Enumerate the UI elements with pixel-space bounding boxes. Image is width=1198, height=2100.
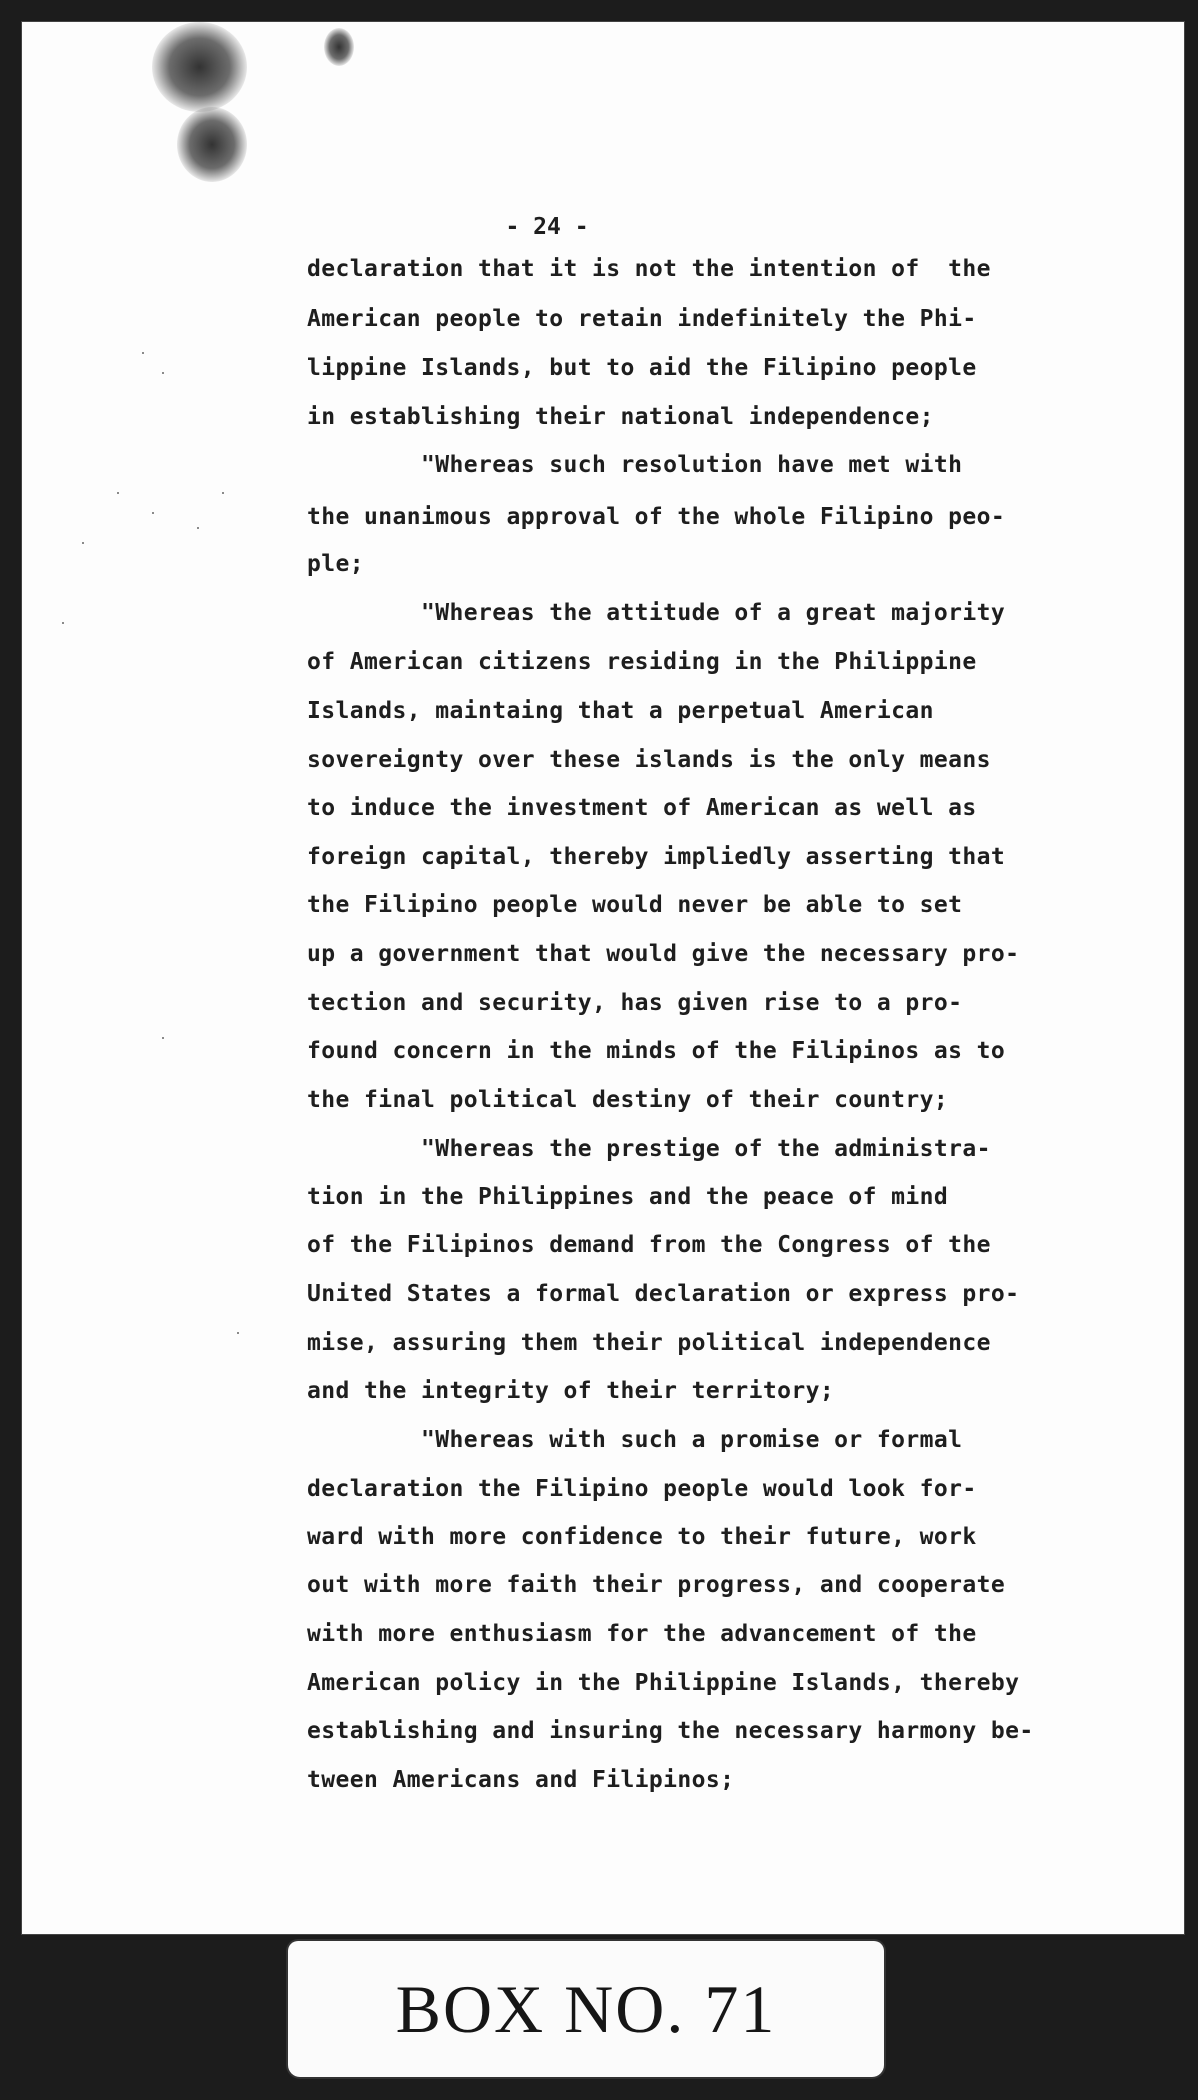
text-line: of American citizens residing in the Philippine bbox=[307, 649, 977, 675]
box-label-card bbox=[288, 1941, 884, 2077]
text-line: lippine Islands, but to aid the Filipino people bbox=[307, 355, 977, 381]
text-line: with more enthusiasm for the advancement of the bbox=[307, 1621, 977, 1647]
text-line: tween Americans and Filipinos; bbox=[307, 1767, 735, 1793]
text-line: declaration the Filipino people would look for- bbox=[307, 1476, 977, 1502]
text-line: of the Filipinos demand from the Congress of the bbox=[307, 1232, 991, 1258]
text-line: the final political destiny of their country; bbox=[307, 1087, 949, 1113]
paper-speck bbox=[162, 1037, 164, 1039]
text-line: United States a formal declaration or express pro- bbox=[307, 1281, 1020, 1307]
text-line: the unanimous approval of the whole Filipino peo- bbox=[307, 504, 1006, 530]
text-line: American people to retain indefinitely the Phi- bbox=[307, 306, 977, 332]
text-line: sovereignty over these islands is the only means bbox=[307, 747, 991, 773]
paper-speck bbox=[197, 527, 199, 529]
paper-speck bbox=[162, 372, 164, 374]
text-line: mise, assuring them their political independence bbox=[307, 1330, 991, 1356]
box-number-label: BOX NO. 71 bbox=[395, 1971, 777, 2047]
text-line: American policy in the Philippine Islands, thereby bbox=[307, 1670, 1020, 1696]
text-line: ple; bbox=[307, 551, 364, 577]
text-line: "Whereas the attitude of a great majority bbox=[307, 600, 1006, 626]
text-line: establishing and insuring the necessary harmony be- bbox=[307, 1718, 1034, 1744]
text-line: up a government that would give the necessary pro- bbox=[307, 941, 1020, 967]
text-line: out with more faith their progress, and cooperate bbox=[307, 1572, 1006, 1598]
text-line: ward with more confidence to their future, work bbox=[307, 1524, 977, 1550]
text-line: "Whereas with such a promise or formal bbox=[307, 1427, 963, 1453]
text-line: declaration that it is not the intention of the bbox=[307, 256, 991, 282]
document-page bbox=[22, 22, 1184, 1934]
text-line: the Filipino people would never be able to set bbox=[307, 892, 963, 918]
text-line: tion in the Philippines and the peace of mind bbox=[307, 1184, 949, 1210]
paper-speck bbox=[142, 352, 144, 354]
ink-stain bbox=[177, 107, 247, 182]
paper-speck bbox=[237, 1332, 239, 1334]
text-line: Islands, maintaing that a perpetual American bbox=[307, 698, 934, 724]
text-line: "Whereas such resolution have met with bbox=[307, 452, 963, 478]
page-number: - 24 - bbox=[505, 214, 589, 240]
paper-speck bbox=[62, 622, 64, 624]
paper-speck bbox=[152, 512, 154, 514]
text-line: "Whereas the prestige of the administra- bbox=[307, 1136, 991, 1162]
text-line: and the integrity of their territory; bbox=[307, 1378, 835, 1404]
text-line: found concern in the minds of the Filipinos as to bbox=[307, 1038, 1006, 1064]
ink-stain bbox=[324, 28, 354, 66]
text-line: to induce the investment of American as well as bbox=[307, 795, 977, 821]
paper-speck bbox=[117, 492, 119, 494]
text-line: foreign capital, thereby impliedly asserting that bbox=[307, 844, 1006, 870]
text-line: tection and security, has given rise to a pro- bbox=[307, 990, 963, 1016]
paper-speck bbox=[222, 492, 224, 494]
ink-stain bbox=[152, 22, 247, 112]
paper-speck bbox=[82, 542, 84, 544]
text-line: in establishing their national independence; bbox=[307, 404, 934, 430]
